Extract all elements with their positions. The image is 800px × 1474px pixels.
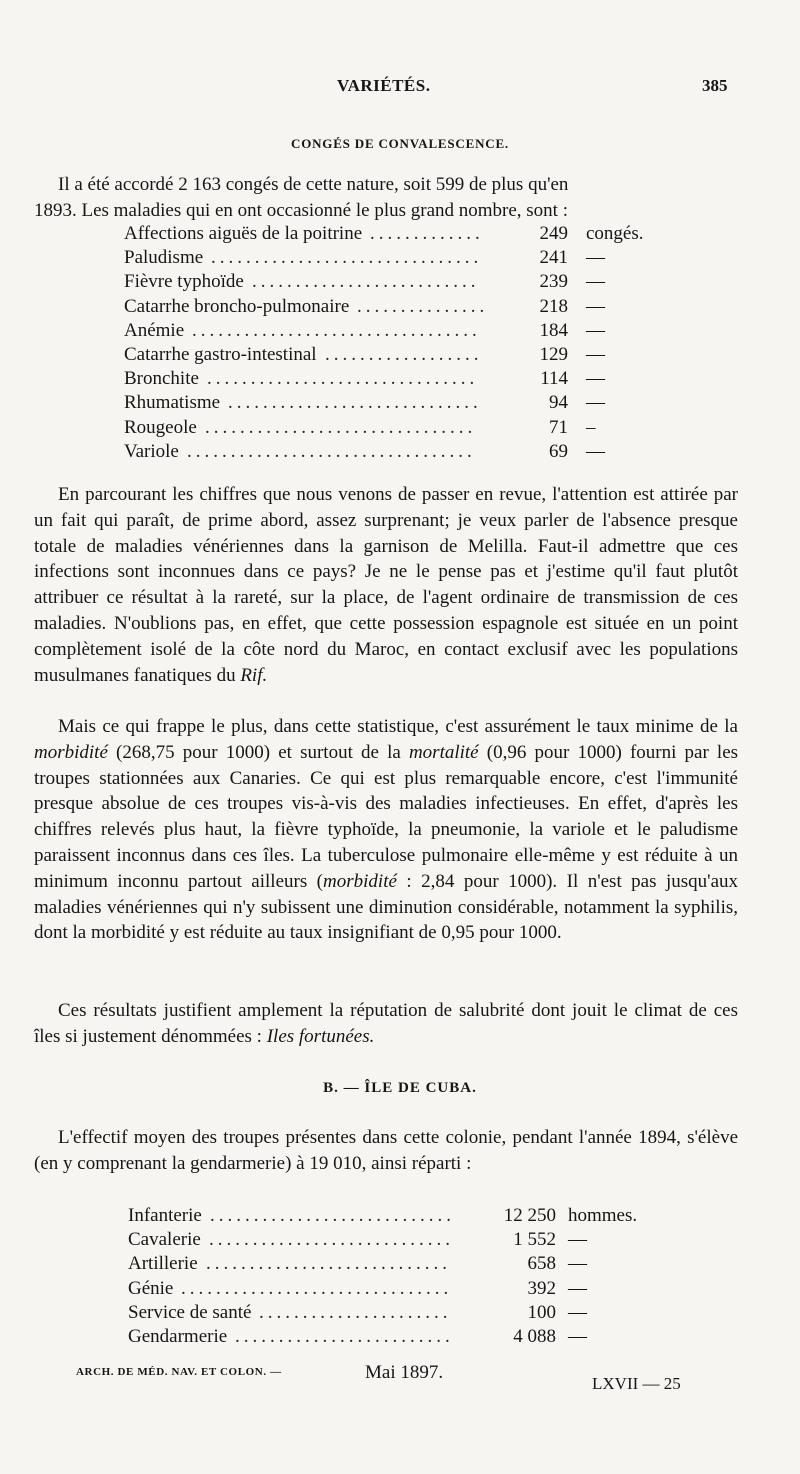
leader-dots: .......................... [252,271,480,293]
list-item-value: 69 [549,440,568,462]
leader-dots: ............................... [181,1277,453,1299]
footer-journal: ARCH. DE MÉD. NAV. ET COLON. — [76,1366,282,1378]
rif-emphasis: Rif. [240,664,268,686]
list-item-value: 94 [549,392,568,414]
list-item [124,441,664,465]
list-item-value: 392 [527,1277,556,1299]
list-item-label: Paludisme [124,247,204,269]
list-item [128,1229,658,1253]
list-item-label: Rhumatisme [124,392,221,414]
list-item-unit: hommes. [568,1205,638,1226]
list-item-label: Gendarmerie [128,1326,228,1347]
list-item-label: Catarrhe broncho-pulmonaire [124,295,350,317]
list-item-unit: – [586,416,596,438]
list-item [124,344,664,368]
list-item-unit: — [568,1326,587,1347]
list-item-value: 241 [539,247,568,269]
leader-dots: ................................. [192,319,481,341]
list-item-label: Artillerie [128,1253,198,1275]
list-item [128,1278,658,1302]
list-item-label: Variole [124,440,179,462]
leader-dots: ................................. [187,440,476,462]
list-item-value: 129 [539,344,568,365]
leader-dots: ............................... [211,247,483,269]
list-item-label: Infanterie [128,1205,202,1226]
list-item-unit: — [586,440,605,462]
morbidite-emphasis: morbidité [34,741,108,763]
subsection-title: B. — ÎLE DE CUBA. [323,1080,477,1096]
list-item-unit: — [586,392,605,414]
mortalite-emphasis: mortalité [408,741,479,763]
iles-fortunees-emphasis: Iles fortunées. [266,1025,375,1047]
paragraph-melilla-text: En parcourant les chiffres que nous venons de passer en revue, l'attention est attirée par un fait qui paraît, de prime abord, assez surprenant; je veux parler de l'absence presque totale de maladies vénériennes dans la garnison de Melilla. Faut-il admettre que ces infections sont inconnues dans ce pays? Je ne le pense pas et j'estime qu'il faut plutôt attribuer ce résultat à la rareté, sur la place, de l'agent ordinaire de transmission de ces maladies. N'oublions pas, en effet, que cette possession espagnole est située en un point complètement isolé de la côte nord du Maroc, en contact exclusif avec les populations musulmanes fanatiques du [34,484,738,686]
page-number: 385 [702,76,728,95]
list-item-value: 239 [539,271,568,293]
leader-dots: .................. [325,344,483,365]
section-title: CONGÉS DE CONVALESCENCE. [291,136,509,151]
list-item-label: Fièvre typhoïde [124,271,244,293]
paragraph-melilla [34,482,738,688]
list-item-label: Service de santé [128,1301,252,1323]
list-item-value: 1 552 [513,1229,556,1251]
leader-dots: ............................. [228,392,482,414]
list-item-value: 12 250 [503,1205,556,1226]
list-item-label: Anémie [124,319,185,341]
list-item-value: 100 [527,1301,556,1323]
list-item-label: Bronchite [124,368,199,390]
list-item-unit: — [586,319,605,341]
running-title: VARIÉTÉS. [337,76,431,95]
paragraph-cuba [34,1125,738,1177]
list-item-value: 4 088 [513,1326,556,1347]
list-item-value: 249 [539,223,568,244]
list-item [124,417,664,441]
list-item-value: 71 [549,416,568,438]
canaries-part-2: (268,75 pour 1000) et surtout de la [116,741,401,763]
list-item-unit: — [586,344,605,365]
list-item-unit: — [568,1277,587,1299]
list-item-label: Affections aiguës de la poitrine [124,223,363,244]
list-item-label: Cavalerie [128,1229,201,1251]
list-item-unit: congés. [586,223,644,244]
intro-line-2: 1893. Les maladies qui en ont occasionné le plus grand nombre, sont : [34,199,568,221]
intro-paragraph [34,172,738,224]
list-item [124,247,664,271]
list-item [124,296,664,320]
paragraph-canaries [34,714,738,946]
list-item-label: Catarrhe gastro-intestinal [124,344,317,365]
leader-dots: ............... [357,295,489,317]
leader-dots: ............................ [210,1205,455,1226]
canaries-part-4: : 2,84 pour 1000). Il n'est pas jusqu'aux maladies vénériennes qui n'y subissent une diminution considérable, notamment la syphilis, dont la morbidité y est réduite au taux insignifiant de 0,95 pour 1000. [34,870,738,944]
leader-dots: ............................... [205,416,477,438]
list-item-value: 658 [527,1253,556,1275]
list-item [124,223,664,247]
list-item [124,392,664,416]
intro-line-1: Il a été accordé 2 163 congés de cette nature, soit 599 de plus qu'en [58,174,569,195]
list-item-label: Génie [128,1277,174,1299]
footer-date: Mai 1897. [365,1362,444,1383]
leader-dots: ............................ [206,1253,451,1275]
list-item-unit: — [586,368,605,390]
list-item-unit: — [568,1253,587,1275]
footer-signature: LXVII — 25 [592,1374,681,1393]
leader-dots: ............................ [209,1229,454,1251]
list-item-label: Rougeole [124,416,197,438]
list-item [128,1302,658,1326]
leader-dots: ......................... [235,1326,454,1347]
list-item [128,1205,658,1229]
morbidite2-emphasis: morbidité [323,870,397,892]
list-item-value: 218 [539,295,568,317]
list-item-unit: — [568,1229,587,1251]
list-item-value: 114 [540,368,568,390]
list-item-unit: — [586,295,605,317]
list-item [128,1253,658,1277]
list-item-unit: — [586,247,605,269]
canaries-part-1: Mais ce qui frappe le plus, dans cette statistique, c'est assurément le taux minime de la [58,716,738,737]
page-footer [0,1362,800,1402]
leader-dots: ............................... [207,368,479,390]
leader-dots: ...................... [259,1301,452,1323]
list-item [124,271,664,295]
paragraph-iles [34,998,738,1050]
list-item [124,320,664,344]
list-item-unit: — [586,271,605,293]
list-item-value: 184 [539,319,568,341]
canaries-part-3: (0,96 pour 1000) fourni par les troupes stationnées aux Canaries. Ce qui est plus remarquable encore, c'est l'immunité presque absolue de ces troupes vis-à-vis des maladies infectieuses. En effet, d'après les chiffres relevés plus haut, la fièvre typhoïde, la pneumonie, la variole et le paludisme paraissent inconnus dans ces îles. La tuberculose pulmonaire elle-même y est réduite à un minimum inconnu partout ailleurs ( [34,741,739,892]
list-item [124,368,664,392]
leader-dots: ............. [370,223,484,244]
list-item-unit: — [568,1301,587,1323]
list-item [128,1326,658,1350]
paragraph-cuba-text: L'effectif moyen des troupes présentes dans cette colonie, pendant l'année 1894, s'élève (en y comprenant la gendarmerie) à 19 010, ainsi réparti : [34,1127,738,1174]
page-header [0,76,800,100]
iles-part-1: Ces résultats justifient amplement la réputation de salubrité dont jouit le climat de ces îles si justement dénommées : [34,1000,738,1047]
